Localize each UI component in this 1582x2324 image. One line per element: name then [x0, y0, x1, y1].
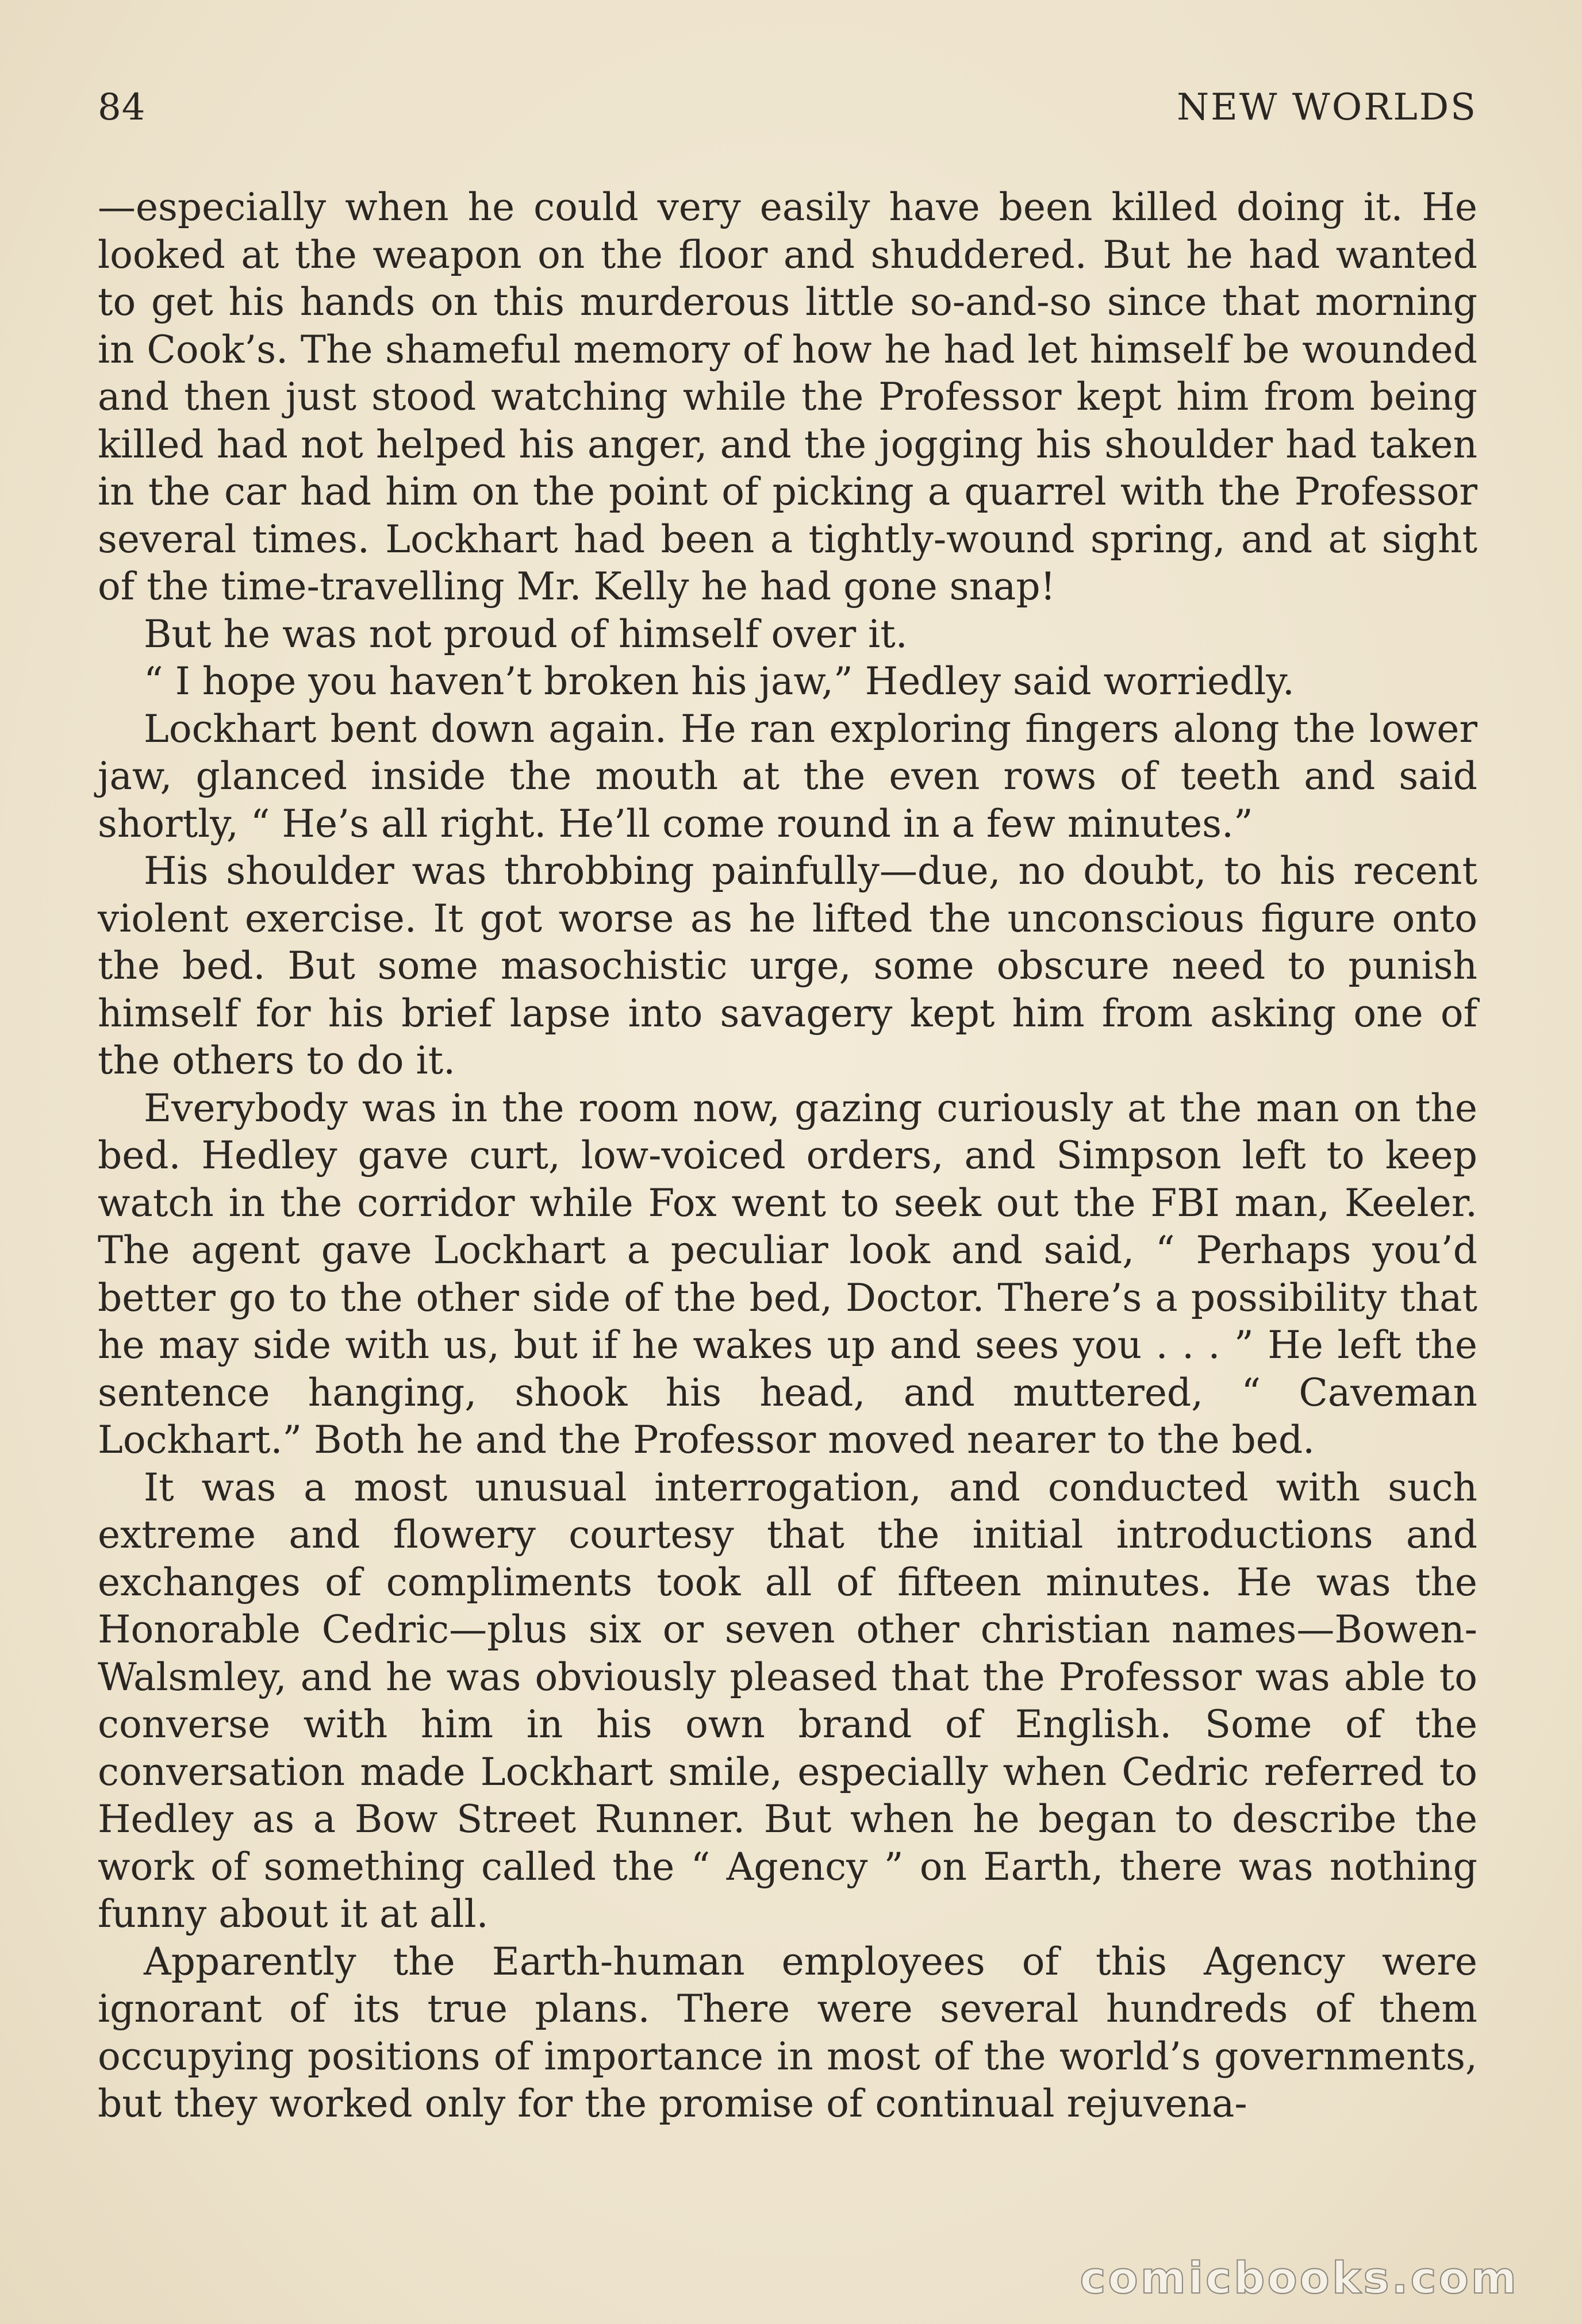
paragraph: Lockhart bent down again. He ran exploring fingers along the lower jaw, glanced inside the mouth at the even rows of teeth and said shortly, “ He’s all right. He’ll come round in a few minutes.”	[98, 706, 1477, 846]
paragraph: It was a most unusual interrogation, and conducted with such extreme and flowery courtesy that the initial introductions and exchanges of compliments took all of fifteen minutes. He was the Honorable Cedric—plus six or seven other christian names—Bowen-Walsmley, and he was obviously pleased that the Professor was able to converse with him in his own brand of English. Some of the conversation made Lockhart smile, especially when Cedric referred to Hedley as a Bow Street Runner. But when he began to describe the work of something called the “ Agency ” on Earth, there was nothing funny about it at all.	[98, 1465, 1477, 1936]
page-number: 84	[98, 86, 146, 129]
watermark-logo: comicbooks.com	[1080, 2252, 1519, 2303]
paragraph: But he was not proud of himself over it.	[144, 611, 908, 656]
paragraph: His shoulder was throbbing painfully—due, no doubt, to his recent violent exercise. It got worse as he lifted the unconscious figure onto the bed. But some masochistic urge, some obscure need to punish himself for his brief lapse into savagery kept him from asking one of the others to do it.	[98, 849, 1477, 1083]
paragraph: Everybody was in the room now, gazing curiously at the man on the bed. Hedley gave curt, low-voiced orders, and Simpson left to keep watch in the corridor while Fox went to seek out the FBI man, Keeler. The agent gave Lockhart a peculiar look and said, “ Perhaps you’d better go to the other side of the bed, Doctor. There’s a possibility that he may side with us, but if he wakes up and sees you . . . ” He left the sentence hanging, shook his head, and muttered, “ Caveman Lockhart.” Both he and the Professor moved nearer to the bed.	[98, 1086, 1477, 1462]
body-text	[98, 184, 1477, 2128]
paragraph: Apparently the Earth-human employees of this Agency were ignorant of its true plans. There were several hundreds of them occupying positions of importance in most of the world’s governments, but they worked only for the promise of continual rejuvena-	[98, 1939, 1477, 2126]
running-title: NEW WORLDS	[1177, 86, 1477, 129]
paragraph: “ I hope you haven’t broken his jaw,” Hedley said worriedly.	[144, 659, 1295, 703]
paragraph: —especially when he could very easily have been killed doing it. He looked at the weapon on the floor and shuddered. But he had wanted to get his hands on this murderous little so-and-so since that morning in Cook’s. The shameful memory of how he had let himself be wounded and then just stood watching while the Professor kept him from being killed had not helped his anger, and the jogging his shoulder had taken in the car had him on the point of picking a quarrel with the Professor several times. Lockhart had been a tightly-wound spring, and at sight of the time-travelling Mr. Kelly he had gone snap!	[98, 185, 1477, 609]
page-header	[98, 86, 1477, 149]
